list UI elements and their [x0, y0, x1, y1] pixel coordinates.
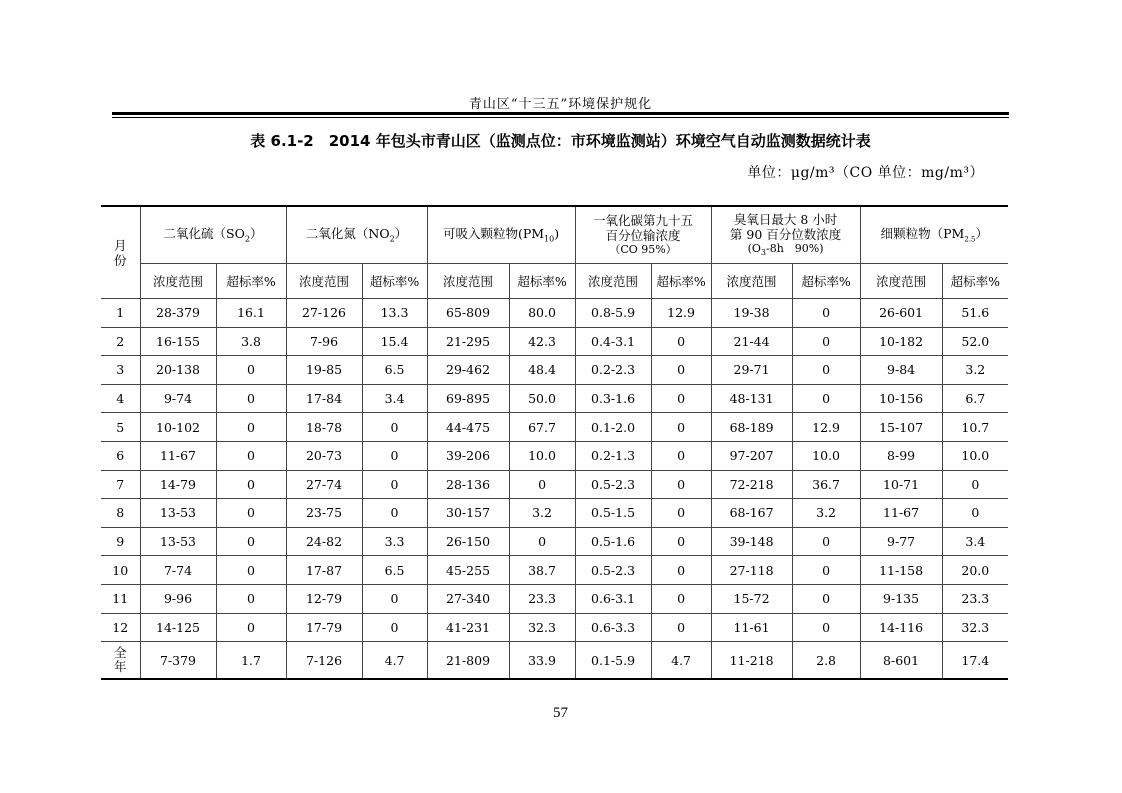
pm10-rate-cell: 0 — [509, 527, 575, 556]
o3-range-cell: 48-131 — [711, 384, 792, 413]
pm25-rate-cell: 6.7 — [942, 384, 1008, 413]
o3-rate-cell: 0 — [792, 613, 860, 642]
pm25-subscript: 2.5 — [964, 235, 976, 244]
co-rate-cell: 12.9 — [651, 299, 711, 328]
so2-rate-cell: 0 — [216, 527, 286, 556]
no2-header-text: 二氧化氮（NO — [305, 225, 390, 241]
month-header-label: 月 份 — [113, 237, 127, 268]
no2-range-cell: 12-79 — [286, 584, 362, 613]
o3-range-header: 浓度范围 — [711, 264, 792, 299]
pm10-rate-cell: 80.0 — [509, 299, 575, 328]
co-rate-cell: 0 — [651, 499, 711, 528]
pm10-rate-cell: 48.4 — [509, 356, 575, 385]
o3-header-line1: 臭氧日最大 8 小时 — [733, 212, 838, 228]
table-row — [101, 384, 1008, 413]
pm10-rate-cell: 33.9 — [509, 642, 575, 680]
co-range-cell: 0.2-2.3 — [575, 356, 651, 385]
so2-range-cell: 11-67 — [140, 441, 216, 470]
pm25-rate-header: 超标率% — [942, 264, 1008, 299]
o3-range-cell: 19-38 — [711, 299, 792, 328]
month-cell: 2 — [101, 327, 140, 356]
pm10-range-cell: 65-809 — [427, 299, 509, 328]
pm10-range-cell: 21-295 — [427, 327, 509, 356]
so2-rate-cell: 0 — [216, 470, 286, 499]
o3-rate-header: 超标率% — [792, 264, 860, 299]
pm10-rate-cell: 38.7 — [509, 556, 575, 585]
o3-rate-cell: 36.7 — [792, 470, 860, 499]
co-rate-cell: 0 — [651, 584, 711, 613]
no2-range-cell: 24-82 — [286, 527, 362, 556]
so2-rate-cell: 0 — [216, 356, 286, 385]
table-row — [101, 299, 1008, 328]
pm25-range-cell: 15-107 — [860, 413, 942, 442]
o3-rate-cell: 0 — [792, 584, 860, 613]
so2-range-cell: 20-138 — [140, 356, 216, 385]
pm10-range-header: 浓度范围 — [427, 264, 509, 299]
table-row — [101, 441, 1008, 470]
co-rate-cell: 0 — [651, 527, 711, 556]
no2-range-cell: 17-87 — [286, 556, 362, 585]
month-cell: 7 — [101, 470, 140, 499]
pm25-range-cell: 9-84 — [860, 356, 942, 385]
no2-rate-header: 超标率% — [362, 264, 427, 299]
month-cell: 9 — [101, 527, 140, 556]
so2-header-text: 二氧化硫（SO — [163, 225, 245, 241]
pm25-range-cell: 11-158 — [860, 556, 942, 585]
o3-rate-cell: 12.9 — [792, 413, 860, 442]
month-cell: 3 — [101, 356, 140, 385]
unit-note: 单位：μg/m³（CO 单位：mg/m³） — [747, 165, 984, 181]
o3-range-cell: 21-44 — [711, 327, 792, 356]
o3-subscript: 3 — [760, 248, 766, 258]
pm10-header-close: ) — [554, 225, 560, 241]
no2-rate-cell: 15.4 — [362, 327, 427, 356]
no2-range-header: 浓度范围 — [286, 264, 362, 299]
so2-header-close: ） — [249, 225, 263, 241]
co-range-cell: 0.5-1.6 — [575, 527, 651, 556]
o3-range-cell: 72-218 — [711, 470, 792, 499]
o3-range-cell: 68-167 — [711, 499, 792, 528]
pm10-range-cell: 28-136 — [427, 470, 509, 499]
pm25-header-text: 细颗粒物（PM — [880, 226, 965, 242]
o3-rate-cell: 0 — [792, 299, 860, 328]
co-rate-cell: 0 — [651, 613, 711, 642]
so2-range-cell: 9-96 — [140, 584, 216, 613]
co-range-cell: 0.2-1.3 — [575, 441, 651, 470]
co-range-cell: 0.5-2.3 — [575, 556, 651, 585]
so2-subscript: 2 — [244, 234, 250, 244]
month-cell: 5 — [101, 413, 140, 442]
co-header-line1: 一氧化碳第九十五 — [593, 213, 694, 229]
so2-rate-cell: 0 — [216, 556, 286, 585]
pm10-rate-cell: 23.3 — [509, 584, 575, 613]
o3-range-cell: 39-148 — [711, 527, 792, 556]
pm25-range-cell: 11-67 — [860, 499, 942, 528]
o3-rate-cell: 0 — [792, 327, 860, 356]
pm10-range-cell: 29-462 — [427, 356, 509, 385]
o3-header-line3-tail: -8h 90%) — [766, 242, 824, 256]
no2-rate-cell: 6.5 — [362, 556, 427, 585]
no2-header-close: ） — [394, 225, 408, 241]
table-caption: 表 6.1-2 2014 年包头市青山区（监测点位：市环境监测站）环境空气自动监测数据统计表 — [250, 132, 871, 150]
pm25-rate-cell: 23.3 — [942, 584, 1008, 613]
month-header — [101, 206, 140, 299]
pm25-header — [860, 206, 1008, 264]
pm25-rate-cell: 3.2 — [942, 356, 1008, 385]
so2-range-cell: 13-53 — [140, 499, 216, 528]
so2-range-header: 浓度范围 — [140, 264, 216, 299]
no2-rate-cell: 0 — [362, 413, 427, 442]
pm25-range-cell: 10-71 — [860, 470, 942, 499]
pm25-rate-cell: 20.0 — [942, 556, 1008, 585]
co-range-cell: 0.3-1.6 — [575, 384, 651, 413]
pm25-rate-cell: 17.4 — [942, 642, 1008, 680]
no2-subscript: 2 — [389, 234, 395, 244]
running-head: 青山区“十三五”环境保护规化 — [468, 97, 653, 112]
pm10-header — [427, 206, 575, 264]
month-cell: 4 — [101, 384, 140, 413]
co-range-cell: 0.5-1.5 — [575, 499, 651, 528]
header-row-2 — [101, 264, 1008, 299]
no2-rate-cell: 4.7 — [362, 642, 427, 680]
so2-range-cell: 28-379 — [140, 299, 216, 328]
co-range-cell: 0.1-5.9 — [575, 642, 651, 680]
o3-rate-cell: 10.0 — [792, 441, 860, 470]
so2-rate-cell: 0 — [216, 413, 286, 442]
pm10-rate-cell: 3.2 — [509, 499, 575, 528]
month-cell: 11 — [101, 584, 140, 613]
month-cell: 8 — [101, 499, 140, 528]
co-rate-cell: 0 — [651, 441, 711, 470]
so2-rate-cell: 16.1 — [216, 299, 286, 328]
no2-range-cell: 17-79 — [286, 613, 362, 642]
co-rate-cell: 0 — [651, 470, 711, 499]
no2-range-cell: 20-73 — [286, 441, 362, 470]
co-rate-cell: 4.7 — [651, 642, 711, 680]
table-body — [101, 299, 1008, 680]
pm25-header-close: ） — [975, 226, 989, 242]
co-range-cell: 0.5-2.3 — [575, 470, 651, 499]
co-range-cell: 0.4-3.1 — [575, 327, 651, 356]
co-rate-cell: 0 — [651, 384, 711, 413]
so2-range-cell: 7-74 — [140, 556, 216, 585]
co-rate-cell: 0 — [651, 327, 711, 356]
o3-range-cell: 15-72 — [711, 584, 792, 613]
table-row — [101, 470, 1008, 499]
no2-range-cell: 7-126 — [286, 642, 362, 680]
table-row — [101, 556, 1008, 585]
total-row — [101, 642, 1008, 680]
so2-rate-cell: 3.8 — [216, 327, 286, 356]
pm25-range-cell: 14-116 — [860, 613, 942, 642]
no2-header — [286, 206, 427, 264]
co-rate-header: 超标率% — [651, 264, 711, 299]
so2-rate-cell: 0 — [216, 499, 286, 528]
table-row — [101, 413, 1008, 442]
o3-range-cell: 29-71 — [711, 356, 792, 385]
o3-rate-cell: 0 — [792, 384, 860, 413]
pm10-rate-cell: 67.7 — [509, 413, 575, 442]
pm25-range-cell: 26-601 — [860, 299, 942, 328]
pm25-rate-cell: 3.4 — [942, 527, 1008, 556]
o3-rate-cell: 2.8 — [792, 642, 860, 680]
so2-rate-cell: 0 — [216, 584, 286, 613]
so2-rate-header: 超标率% — [216, 264, 286, 299]
pm10-rate-cell: 0 — [509, 470, 575, 499]
o3-range-cell: 11-61 — [711, 613, 792, 642]
o3-rate-cell: 0 — [792, 356, 860, 385]
o3-header-line2: 第 90 百分位数浓度 — [729, 227, 842, 243]
pm25-range-header: 浓度范围 — [860, 264, 942, 299]
so2-rate-cell: 0 — [216, 613, 286, 642]
so2-range-cell: 14-79 — [140, 470, 216, 499]
no2-range-cell: 23-75 — [286, 499, 362, 528]
pm25-rate-cell: 51.6 — [942, 299, 1008, 328]
o3-header-line3-text: (O — [747, 242, 761, 256]
pm25-range-cell: 10-156 — [860, 384, 942, 413]
co-header-line3: （CO 95%） — [609, 243, 677, 257]
pm10-range-cell: 45-255 — [427, 556, 509, 585]
pm10-range-cell: 30-157 — [427, 499, 509, 528]
co-header — [575, 206, 711, 264]
so2-range-cell: 16-155 — [140, 327, 216, 356]
header-rule-thin — [112, 117, 1009, 118]
pm10-range-cell: 44-475 — [427, 413, 509, 442]
pm25-rate-cell: 10.0 — [942, 441, 1008, 470]
co-rate-cell: 0 — [651, 413, 711, 442]
pm10-rate-cell: 42.3 — [509, 327, 575, 356]
no2-rate-cell: 3.4 — [362, 384, 427, 413]
co-header-line2: 百分位输浓度 — [605, 228, 681, 244]
no2-rate-cell: 0 — [362, 470, 427, 499]
no2-range-cell: 19-85 — [286, 356, 362, 385]
pm10-subscript: 10 — [544, 234, 555, 244]
month-cell: 全 年 — [101, 642, 140, 680]
pm25-range-cell: 8-601 — [860, 642, 942, 680]
no2-range-cell: 7-96 — [286, 327, 362, 356]
month-cell: 1 — [101, 299, 140, 328]
header-rule-thick — [112, 112, 1009, 115]
so2-range-cell: 14-125 — [140, 613, 216, 642]
pm25-range-cell: 10-182 — [860, 327, 942, 356]
pm10-rate-cell: 50.0 — [509, 384, 575, 413]
so2-header — [140, 206, 286, 264]
no2-range-cell: 18-78 — [286, 413, 362, 442]
pm10-rate-cell: 10.0 — [509, 441, 575, 470]
so2-range-cell: 9-74 — [140, 384, 216, 413]
header-row-1 — [101, 206, 1008, 264]
co-rate-cell: 0 — [651, 556, 711, 585]
o3-header-line3 — [712, 242, 860, 258]
so2-range-cell: 7-379 — [140, 642, 216, 680]
o3-range-cell: 11-218 — [711, 642, 792, 680]
table-row — [101, 584, 1008, 613]
no2-rate-cell: 0 — [362, 499, 427, 528]
no2-rate-cell: 3.3 — [362, 527, 427, 556]
no2-rate-cell: 6.5 — [362, 356, 427, 385]
pm25-rate-cell: 10.7 — [942, 413, 1008, 442]
pm25-range-cell: 9-135 — [860, 584, 942, 613]
month-cell: 12 — [101, 613, 140, 642]
o3-rate-cell: 0 — [792, 556, 860, 585]
co-range-cell: 0.6-3.1 — [575, 584, 651, 613]
co-range-cell: 0.1-2.0 — [575, 413, 651, 442]
o3-range-cell: 68-189 — [711, 413, 792, 442]
so2-range-cell: 10-102 — [140, 413, 216, 442]
co-range-cell: 0.6-3.3 — [575, 613, 651, 642]
month-cell: 6 — [101, 441, 140, 470]
so2-rate-cell: 1.7 — [216, 642, 286, 680]
o3-rate-cell: 3.2 — [792, 499, 860, 528]
table-row — [101, 327, 1008, 356]
pm25-rate-cell: 52.0 — [942, 327, 1008, 356]
o3-range-cell: 27-118 — [711, 556, 792, 585]
no2-rate-cell: 0 — [362, 441, 427, 470]
month-cell: 10 — [101, 556, 140, 585]
co-rate-cell: 0 — [651, 356, 711, 385]
pm10-range-cell: 26-150 — [427, 527, 509, 556]
no2-rate-cell: 0 — [362, 613, 427, 642]
pm10-range-cell: 27-340 — [427, 584, 509, 613]
pm25-rate-cell: 32.3 — [942, 613, 1008, 642]
table-row — [101, 613, 1008, 642]
pm10-range-cell: 21-809 — [427, 642, 509, 680]
table-row — [101, 499, 1008, 528]
pm10-rate-header: 超标率% — [509, 264, 575, 299]
pm25-range-cell: 9-77 — [860, 527, 942, 556]
pm10-range-cell: 41-231 — [427, 613, 509, 642]
so2-rate-cell: 0 — [216, 441, 286, 470]
table-row — [101, 356, 1008, 385]
page-number: 57 — [553, 705, 568, 721]
so2-range-cell: 13-53 — [140, 527, 216, 556]
so2-rate-cell: 0 — [216, 384, 286, 413]
co-range-header: 浓度范围 — [575, 264, 651, 299]
air-quality-table — [101, 205, 1008, 680]
pm10-range-cell: 39-206 — [427, 441, 509, 470]
no2-range-cell: 17-84 — [286, 384, 362, 413]
o3-rate-cell: 0 — [792, 527, 860, 556]
pm25-range-cell: 8-99 — [860, 441, 942, 470]
table-row — [101, 527, 1008, 556]
pm25-rate-cell: 0 — [942, 499, 1008, 528]
no2-rate-cell: 13.3 — [362, 299, 427, 328]
pm10-rate-cell: 32.3 — [509, 613, 575, 642]
pm10-header-text: 可吸入颗粒物(PM — [442, 225, 545, 241]
o3-range-cell: 97-207 — [711, 441, 792, 470]
co-range-cell: 0.8-5.9 — [575, 299, 651, 328]
pm25-rate-cell: 0 — [942, 470, 1008, 499]
no2-range-cell: 27-74 — [286, 470, 362, 499]
no2-rate-cell: 0 — [362, 584, 427, 613]
pm10-range-cell: 69-895 — [427, 384, 509, 413]
no2-range-cell: 27-126 — [286, 299, 362, 328]
o3-header — [711, 206, 860, 264]
